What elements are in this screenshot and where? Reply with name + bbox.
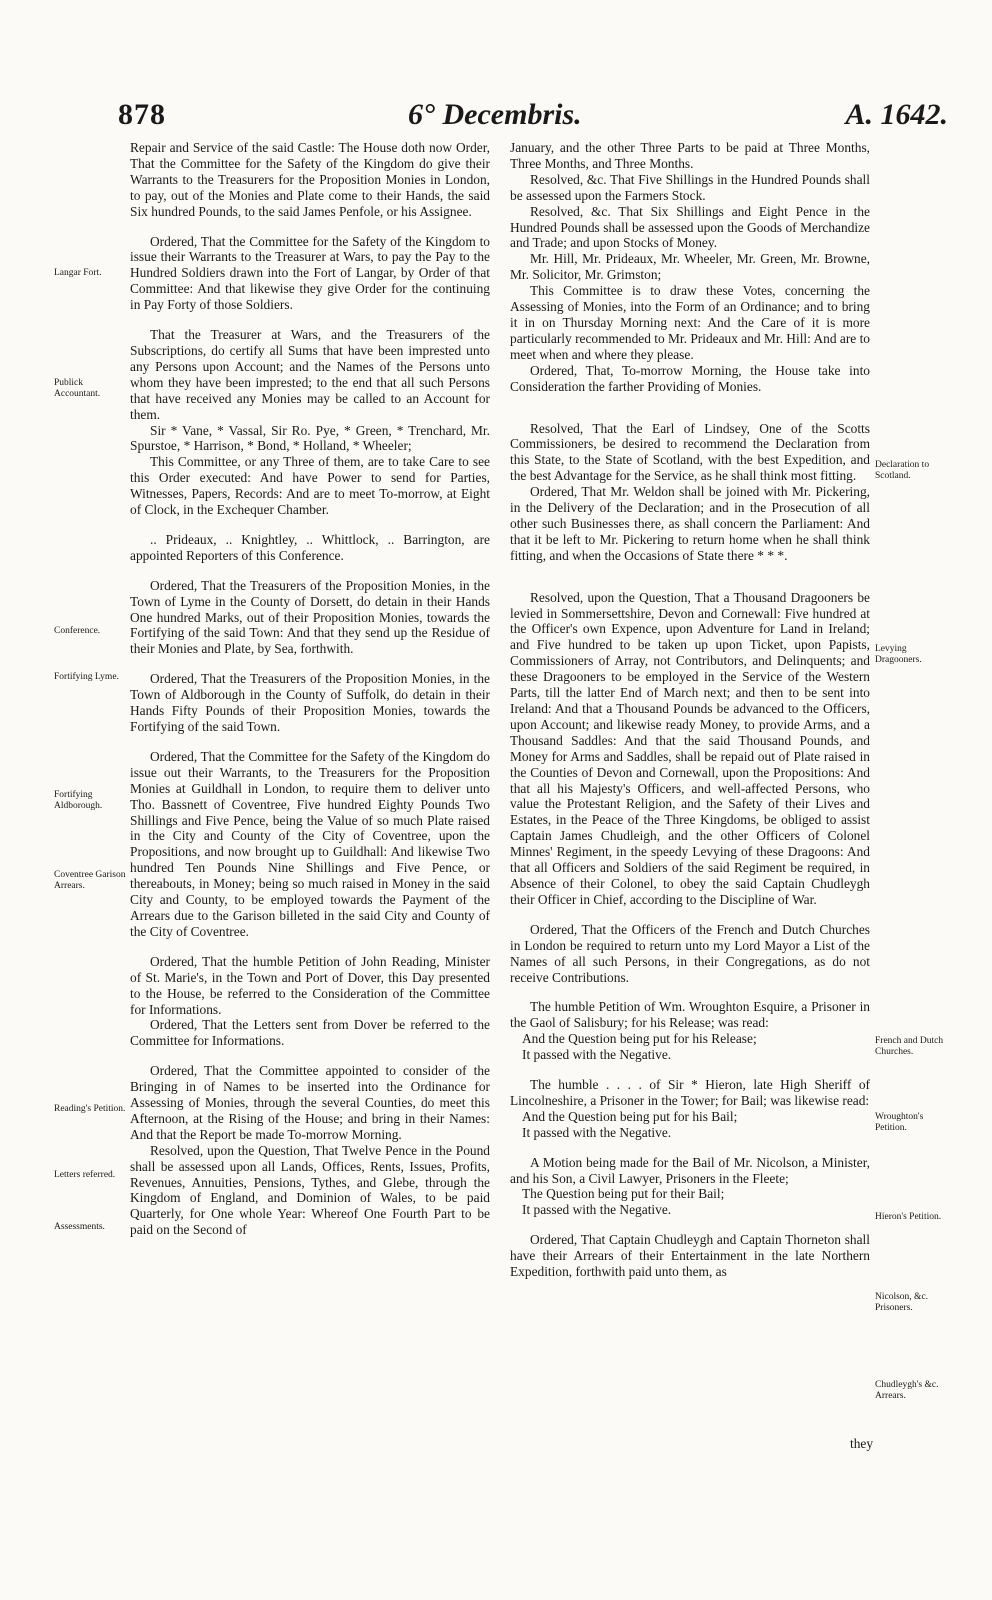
margin-note: Nicolson, &c. Prisoners. (875, 1292, 929, 1313)
paragraph: Ordered, That the Officers of the French and Dutch Churches in London be required to return unto my Lord Mayor a List of the Names of all such Persons, in their Congregations, as do not receive Contributions. (510, 921, 870, 985)
paragraph: A Motion being made for the Bail of Mr. Nicolson, a Minister, and his Son, a Civil Lawyer, Prisoners in the Fleete; (510, 1154, 870, 1186)
margin-note: Publick Accountant. (54, 378, 101, 399)
margin-note: Reading's Petition. (54, 1104, 126, 1114)
paragraph: Ordered, That the Committee appointed to consider of the Bringing in of Names to be inserted into the Ordinance for Assessing of Monies, through the several Counties, do meet this Afternoon, at the Rising of the House; and bring in their Names: And that the Report be made To-morrow Morning. (130, 1063, 490, 1142)
page-header (118, 98, 958, 138)
paragraph: Ordered, That the Treasurers of the Proposition Monies, in the Town of Lyme in the County of Dorsett, do detain in their Hands One hundred Marks, out of their Proposition Monies, towards the Fortifying of the said Town: And that they send up the Residue of their Monies and Plate, by Sea, forthwith. (130, 577, 490, 657)
margin-note: Conference. (54, 626, 101, 636)
left-column (130, 140, 490, 1238)
margin-note: Hieron's Petition. (875, 1212, 942, 1222)
paragraph: Ordered, That the Committee for the Safety of the Kingdom to issue their Warrants to the Treasurer at Wars, to pay the Pay to the Hundred Soldiers drawn into the Fort of Langar, by Order of that Committee: And that likewise they give Order for the continuing in Pay Forty of those Soldiers. (130, 233, 490, 313)
page-date: 6° Decembris. (408, 98, 582, 131)
paragraph: Ordered, That the Letters sent from Dover be referred to the Committee for Informations. (130, 1017, 490, 1049)
paragraph: Resolved, upon the Question, That a Thousand Dragooners be levied in Sommersettshire, Devon and Cornewall: Five hundred at the Officer's own Expence, upon Adventure for Land in Ireland; and Five hundred to be taken up upon Ticket, upon Papists, Commissioners of Array, not Contributors, and Delinquents; and these Dragooners to be employed in the Service of the Western Parts, till the latter End of March next; and then to be sent into Ireland: And that a Thousand Pounds be advanced to the Officers, upon Account; and likewise ready Money, to provide Arms, and a Thousand Saddles: And that the said Thousand Pounds, and Money for Arms and Saddles, shall be repaid out of Plate raised in the Counties of Devon and Cornewall, upon the Propositions: And that all his Majesty's Officers, and well-affected Persons, who value the Protestant Religion, and the Safety of their Lives and Estates, in the Peace of the Three Kingdoms, be obliged to assist Captain James Chudleigh, and the other Officers of Colonel Minnes' Regiment, in the speedy Levying of these Dragoons: And that all Officers and Soldiers of the said Regiment be required, in Absence of their Colonel, to obey the said Captain Chudleygh their Officer in Chief, according to the Discipline of War. (510, 589, 870, 907)
paragraph: Resolved, upon the Question, That Twelve Pence in the Pound shall be assessed upon all Lands, Offices, Rents, Issues, Profits, Revenues, Annuities, Pensions, Tythes, and Glebe, through the Kingdom of England, and Dominion of Wales, to be paid Quarterly, for One whole Year: Whereof One Fourth Part to be paid on the Second of (130, 1142, 490, 1238)
paragraph: Mr. Hill, Mr. Prideaux, Mr. Wheeler, Mr. Green, Mr. Browne, Mr. Solicitor, Mr. Grimston; (510, 251, 870, 283)
paragraph: January, and the other Three Parts to be paid at Three Months, Three Months, and Three Months. (510, 140, 870, 171)
paragraph: Ordered, That the Treasurers of the Proposition Monies, in the Town of Aldborough in the County of Suffolk, do detain in their Hands Fifty Pounds of their Proposition Monies, towards the Fortifying of the said Town. (130, 671, 490, 734)
margin-note: Wroughton's Petition. (875, 1112, 924, 1133)
margin-note: Assessments. (54, 1222, 105, 1232)
paragraph: It passed with the Negative. (522, 1047, 672, 1063)
paragraph: Ordered, That the humble Petition of John Reading, Minister of St. Marie's, in the Town and Port of Dover, this Day presented to the House, be referred to the Consideration of the Committee for Informations. (130, 953, 490, 1017)
margin-note: Declaration to Scotland. (875, 460, 930, 481)
paragraph: Ordered, That Mr. Weldon shall be joined with Mr. Pickering, in the Delivery of the Declaration; and in the Prosecution of all other such Businesses there, as shall concern the Parliament: And that it be left to Mr. Pickering to return home when he shall think fitting, and when the Occasions of State there * * *. (510, 484, 870, 563)
page-year: A. 1642. (845, 98, 948, 131)
margin-note: Chudleygh's &c. Arrears. (875, 1380, 939, 1401)
paragraph: Ordered, That the Committee for the Safety of the Kingdom do issue out their Warrants, to the Treasurers for the Proposition Monies at Guildhall in London, to require them to deliver unto Tho. Bassnett of Coventree, Five hundred Eighty Pounds Two Shillings and Five Pence, being the Value of so much Plate raised in the City and County of the City of Coventree, upon the Propositions, and now brought up to Guildhall: And likewise Two hundred Ten Pounds Nine Shillings and Five Pence, or thereabouts, in Money; being so much raised in Money in the said City and County, to be employed towards the Payment of the Arrears due to the Garison billeted in the said City and County of the City of Coventree. (130, 748, 490, 939)
paragraph: This Committee, or any Three of them, are to take Care to see this Order executed: And have Power to send for Parties, Witnesses, Papers, Records: And are to meet To-morrow, at Eight of Clock, in the Exchequer Chamber. (130, 454, 490, 518)
right-column (510, 140, 870, 1280)
margin-note: Fortifying Lyme. (54, 672, 119, 682)
margin-note: Letters referred. (54, 1170, 116, 1180)
paragraph: Resolved, &c. That Five Shillings in the Hundred Pounds shall be assessed upon the Farmers Stock. (510, 171, 870, 203)
margin-note: Coventree Garison Arrears. (54, 870, 126, 891)
margin-note: Langar Fort. (54, 268, 102, 278)
paragraph: It passed with the Negative. (522, 1124, 672, 1140)
paragraph: The humble Petition of Wm. Wroughton Esquire, a Prisoner in the Gaol of Salisbury; for his Release; was read: (510, 999, 870, 1031)
paragraph: Ordered, That Captain Chudleygh and Captain Thorneton shall have their Arrears of their Entertainment in the late Northern Expedition, forthwith paid unto them, as (510, 1232, 870, 1280)
paragraph: The humble . . . . of Sir * Hieron, late High Sheriff of Lincolneshire, a Prisoner in the Tower; for Bail; was likewise read: (510, 1077, 870, 1108)
paragraph: Ordered, That, To-morrow Morning, the House take into Consideration the farther Providing of Monies. (510, 362, 870, 394)
page-number: 878 (118, 98, 166, 131)
paragraph: It passed with the Negative. (522, 1202, 672, 1218)
paragraph: This Committee is to draw these Votes, concerning the Assessing of Monies, into the Form of an Ordinance; and to bring it in on Thursday Morning next: And the Care of it is more particularly recommended to Mr. Prideaux and Mr. Hill: And are to meet when and where they please. (510, 283, 870, 362)
margin-note: French and Dutch Churches. (875, 1036, 944, 1057)
paragraph: .. Prideaux, .. Knightley, .. Whittlock, .. Barrington, are appointed Reporters of this Conference. (130, 531, 490, 563)
paragraph: Sir * Vane, * Vassal, Sir Ro. Pye, * Green, * Trenchard, Mr. Spurstoe, * Harrison, * Bond, * Holland, * Wheeler; (130, 422, 490, 454)
paragraph: And the Question being put for his Bail; (522, 1108, 738, 1124)
paragraph: That the Treasurer at Wars, and the Treasurers of the Subscriptions, do certify all Sums that have been imprested unto any Persons upon Account; and the Names of the Persons unto whom they have been imprested; to the end that all such Persons that have received any Monies may be called to an Account for them. (130, 327, 490, 422)
margin-note: Fortifying Aldborough. (54, 790, 103, 811)
margin-note: Levying Dragooners. (875, 644, 922, 665)
paragraph: Resolved, &c. That Six Shillings and Eight Pence in the Hundred Pounds shall be assessed upon the Goods of Merchandize and Trade; and upon Stocks of Money. (510, 203, 870, 251)
catchword: they (850, 1436, 874, 1451)
paragraph: Repair and Service of the said Castle: The House doth now Order, That the Committee for the Safety of the Kingdom do give their Warrants to the Treasurers for the Proposition Monies in London, to pay, out of the Monies and Plate come to their Hands, the said Six hundred Pounds, to the said James Penfole, or his Assignee. (130, 140, 490, 219)
paragraph: The Question being put for their Bail; (522, 1186, 725, 1202)
paragraph: And the Question being put for his Release; (522, 1031, 757, 1047)
paragraph: Resolved, That the Earl of Lindsey, One of the Scotts Commissioners, be desired to recommend the Declaration from this State, to the State of Scotland, with the best Expedition, and the best Advantage for the Service, as he shall think most fitting. (510, 420, 870, 484)
